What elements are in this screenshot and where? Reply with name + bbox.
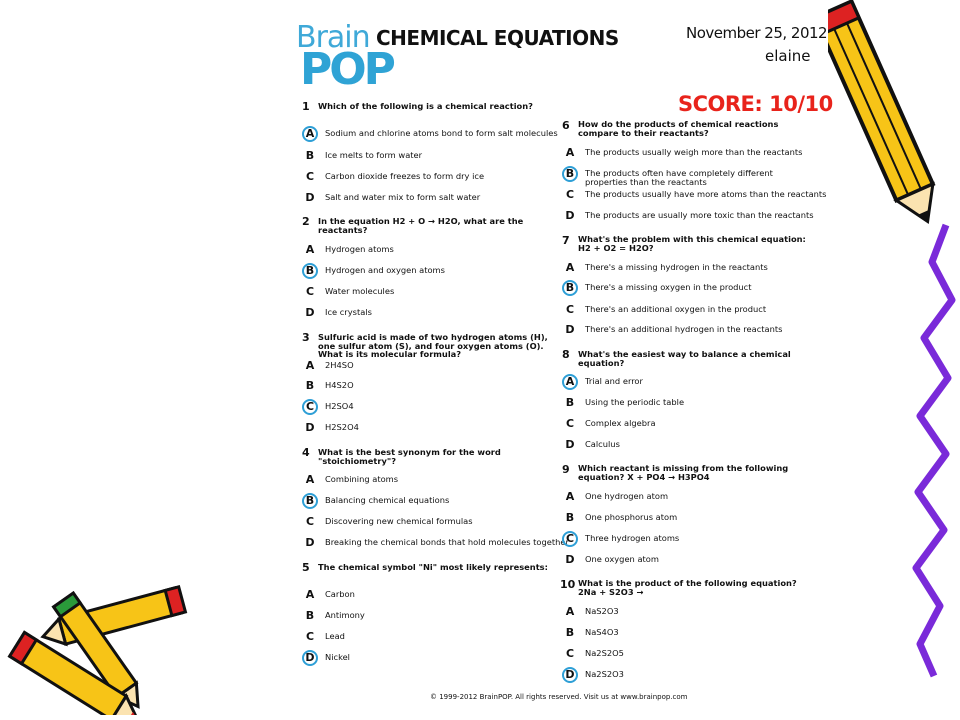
question-number: 7 — [562, 234, 570, 247]
answer-text: Three hydrogen atoms — [585, 533, 680, 543]
answer-letter-selected: B — [562, 280, 578, 296]
answer-letter-selected: B — [562, 166, 578, 182]
answer-text: H2S2O4 — [325, 422, 359, 432]
question-text: Which of the following is a chemical reaction? — [318, 101, 533, 111]
answer-letter-selected: C — [562, 531, 578, 547]
question-text: What is the best synonym for the word "stoichiometry"? — [318, 447, 501, 466]
question-number: 6 — [562, 119, 570, 132]
answer-letter: B — [305, 379, 315, 392]
answer-text: One hydrogen atom — [585, 491, 669, 501]
answer-text: There's a missing oxygen in the product — [585, 282, 752, 292]
answer-letter: A — [305, 359, 315, 372]
answer-letter: A — [565, 605, 575, 618]
answer-letter: D — [565, 323, 575, 336]
answer-letter: B — [305, 149, 315, 162]
answer-letter: C — [565, 303, 575, 316]
answer-text: Carbon dioxide freezes to form dry ice — [325, 171, 485, 181]
answer-letter: A — [565, 146, 575, 159]
answer-letter-selected: B — [302, 493, 318, 509]
answer-text: Using the periodic table — [585, 397, 685, 407]
answer-letter: C — [305, 515, 315, 528]
quiz-score: SCORE: 10/10 — [678, 92, 833, 116]
answer-text: 2H4SO — [325, 360, 354, 370]
question-number: 4 — [302, 446, 310, 459]
answer-letter-selected: A — [302, 126, 318, 142]
answer-letter: A — [565, 490, 575, 503]
answer-letter: D — [305, 536, 315, 549]
answer-letter: D — [565, 209, 575, 222]
answer-text: Calculus — [585, 439, 620, 449]
answer-text: There's an additional oxygen in the product — [585, 304, 767, 314]
answer-text: The products often have completely different properties than the reactants — [585, 168, 773, 187]
answer-text: Nickel — [325, 652, 350, 662]
answer-letter: D — [565, 553, 575, 566]
answer-text: NaS2O3 — [585, 606, 619, 616]
quiz-title: CHEMICAL EQUATIONS — [376, 26, 619, 50]
student-name: elaine — [765, 47, 811, 65]
brainpop-logo-pop: POP — [300, 44, 393, 95]
answer-letter: C — [305, 285, 315, 298]
answer-text: Trial and error — [585, 376, 643, 386]
question-text: What's the problem with this chemical equation: H2 + O2 = H2O? — [578, 234, 806, 253]
answer-letter-selected: C — [302, 399, 318, 415]
answer-text: Hydrogen atoms — [325, 244, 394, 254]
answer-text: Na2S2O5 — [585, 648, 624, 658]
answer-letter: A — [305, 243, 315, 256]
answer-letter-selected: D — [562, 667, 578, 683]
pencil-clipart-top-right — [828, 0, 960, 680]
question-text: In the equation H2 + O → H2O, what are the reactants? — [318, 216, 524, 235]
question-text: Sulfuric acid is made of two hydrogen atoms (H), one sulfur atom (S), and four oxygen atoms (O). What is its molecular formula? — [318, 332, 548, 359]
answer-text: Lead — [325, 631, 345, 641]
answer-letter: B — [565, 626, 575, 639]
pencils-clipart-bottom-left — [0, 585, 195, 715]
question-text: What is the product of the following equation? 2Na + S2O3 → — [578, 578, 797, 597]
question-text: The chemical symbol "Ni" most likely represents: — [318, 562, 548, 572]
question-text: How do the products of chemical reactions compare to their reactants? — [578, 119, 779, 138]
answer-letter: D — [305, 421, 315, 434]
answer-letter-selected: D — [302, 650, 318, 666]
answer-text: Carbon — [325, 589, 355, 599]
answer-letter: C — [305, 630, 315, 643]
answer-letter-selected: B — [302, 263, 318, 279]
question-text: What's the easiest way to balance a chemical equation? — [578, 349, 791, 368]
answer-letter: D — [305, 306, 315, 319]
answer-text: The products usually have more atoms than the reactants — [585, 189, 827, 199]
answer-letter: A — [305, 588, 315, 601]
answer-text: The products are usually more toxic than the reactants — [585, 210, 814, 220]
answer-text: One oxygen atom — [585, 554, 659, 564]
answer-text: Ice melts to form water — [325, 150, 423, 160]
question-number: 8 — [562, 348, 570, 361]
answer-letter: D — [305, 191, 315, 204]
answer-text: Breaking the chemical bonds that hold molecules together — [325, 537, 569, 547]
answer-text: Sodium and chlorine atoms bond to form salt molecules — [325, 128, 558, 138]
brainpop-logo-brain: Brain — [296, 20, 370, 55]
question-number: 2 — [302, 215, 310, 228]
answer-letter: B — [565, 396, 575, 409]
answer-letter-selected: A — [562, 374, 578, 390]
answer-letter: C — [565, 417, 575, 430]
answer-text: Hydrogen and oxygen atoms — [325, 265, 445, 275]
answer-text: One phosphorus atom — [585, 512, 678, 522]
copyright-footer: © 1999-2012 BrainPOP. All rights reserved. Visit us at www.brainpop.com — [430, 693, 688, 701]
answer-letter: B — [305, 609, 315, 622]
answer-text: NaS4O3 — [585, 627, 619, 637]
answer-text: Salt and water mix to form salt water — [325, 192, 481, 202]
question-number: 9 — [562, 463, 570, 476]
answer-text: Discovering new chemical formulas — [325, 516, 473, 526]
answer-text: There's a missing hydrogen in the reactants — [585, 262, 768, 272]
question-number: 3 — [302, 331, 310, 344]
answer-text: Antimony — [325, 610, 365, 620]
answer-text: Na2S2O3 — [585, 669, 624, 679]
question-number: 1 — [302, 100, 310, 113]
answer-letter: C — [565, 188, 575, 201]
answer-text: Ice crystals — [325, 307, 372, 317]
question-text: Which reactant is missing from the following equation? X + PO4 → H3PO4 — [578, 463, 789, 482]
answer-text: H4S2O — [325, 380, 354, 390]
question-number: 5 — [302, 561, 310, 574]
answer-letter: A — [305, 473, 315, 486]
answer-text: Complex algebra — [585, 418, 656, 428]
answer-letter: B — [565, 511, 575, 524]
answer-text: Combining atoms — [325, 474, 399, 484]
answer-letter: C — [565, 647, 575, 660]
question-number: 10 — [560, 578, 576, 591]
answer-text: H2SO4 — [325, 401, 354, 411]
answer-text: Balancing chemical equations — [325, 495, 450, 505]
answer-letter: D — [565, 438, 575, 451]
answer-letter: C — [305, 170, 315, 183]
quiz-date: November 25, 2012 — [686, 24, 828, 42]
answer-text: Water molecules — [325, 286, 395, 296]
answer-text: The products usually weigh more than the reactants — [585, 147, 803, 157]
answer-letter: A — [565, 261, 575, 274]
answer-text: There's an additional hydrogen in the reactants — [585, 324, 783, 334]
